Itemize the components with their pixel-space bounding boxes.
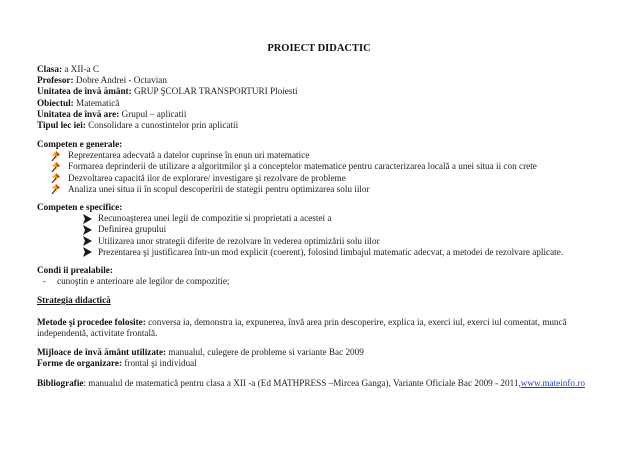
arrow-bullet-icon <box>83 225 92 235</box>
pushpin-icon <box>51 162 61 172</box>
list-item: Formarea deprinderii de utilizare a algoritmilor şi a conceptelor matematice pentru caracterizarea locală a unei situa ii con crete <box>37 161 617 172</box>
arrow-bullet-icon <box>83 247 92 257</box>
competente-specifice-section <box>37 202 617 258</box>
arrow-bullet-icon <box>83 236 92 246</box>
bibliografie-section: Bibliografie: manualul de matematică pentru clasa a XII -a (Ed MATHPRESS –Mircea Ganga), Variante Oficiale Bac 2009 - 2011,www.mateinfo.ro <box>37 378 585 388</box>
list-item: Definirea grupului <box>37 224 617 235</box>
section-heading: Competen e generale: <box>37 139 123 149</box>
section-heading: Competen e specifice: <box>37 202 123 212</box>
pushpin-icon <box>51 151 61 161</box>
header-info <box>37 64 617 131</box>
mijloace-line: Mijloace de învă ământ utilizate: manualul, culegere de probleme si variante Bac 2009 <box>37 347 364 357</box>
info-clasa: Clasa: a XII-a C <box>37 64 100 74</box>
strategia-heading <box>37 295 617 306</box>
document-title: PROIECT DIDACTIC <box>267 43 371 54</box>
pushpin-icon <box>51 184 61 194</box>
info-profesor: Profesor: Dobre Andrei - Octavian <box>37 75 167 86</box>
dash-bullet-icon: - <box>43 276 47 287</box>
list-item: Reprezentarea adecvată a datelor cuprinse în enun uri matematice <box>37 150 617 161</box>
info-tipul-lectiei: Tipul lec iei: Consolidare a cunostintelor prin aplicatii <box>37 120 239 131</box>
list-item: Analiza unei situa ii în scopul descoperirii de stategii pentru optimizarea solu iilor <box>37 184 617 195</box>
conditii-prealabile-section <box>37 265 617 287</box>
arrow-bullet-icon <box>83 214 92 224</box>
info-unitatea-invatare: Unitatea de învă are: Grupul – aplicatii <box>37 108 187 119</box>
info-obiectul: Obiectul: Matematică <box>37 97 120 108</box>
list-item: Recunoaşterea unei legii de compozitie si proprietati a acestei a <box>37 213 617 224</box>
list-item: - cunoştin e anterioare ale legilor de compozitie; <box>43 276 230 287</box>
list-item: Dezvoltarea capacită ilor de explorare/ investigare şi rezolvare de probleme <box>37 173 617 184</box>
section-heading: Strategia didactică <box>37 295 111 305</box>
list-item: Utilizarea unor strategii diferite de rezolvare în vederea optimizării solu iilor <box>37 236 617 247</box>
mijloace-forme-section <box>37 347 617 369</box>
list-item: Prezentarea şi justificarea într-un mod explicit (coerent), folosind limbajul matematic adecvat, a metodei de rezolvare aplicate. <box>37 247 617 258</box>
pushpin-icon <box>51 173 61 183</box>
section-heading: Condi ii prealabile: <box>37 265 113 275</box>
mateinfo-link[interactable]: www.mateinfo.ro <box>520 378 585 388</box>
forme-line: Forme de organizare: frontal şi individual <box>37 358 197 369</box>
info-unitatea-invatamant: Unitatea de învă ământ: GRUP ŞCOLAR TRANSPORTURI Ploiesti <box>37 86 298 97</box>
metode-section: Metode şi procedee folosite: conversa ia, demonstra ia, expunerea, învă area prin descoperire, explica ia, exerci iul, exerci iul comentat, muncă independentă, activitate frontală. <box>37 317 567 339</box>
competente-generale-section <box>37 139 617 195</box>
